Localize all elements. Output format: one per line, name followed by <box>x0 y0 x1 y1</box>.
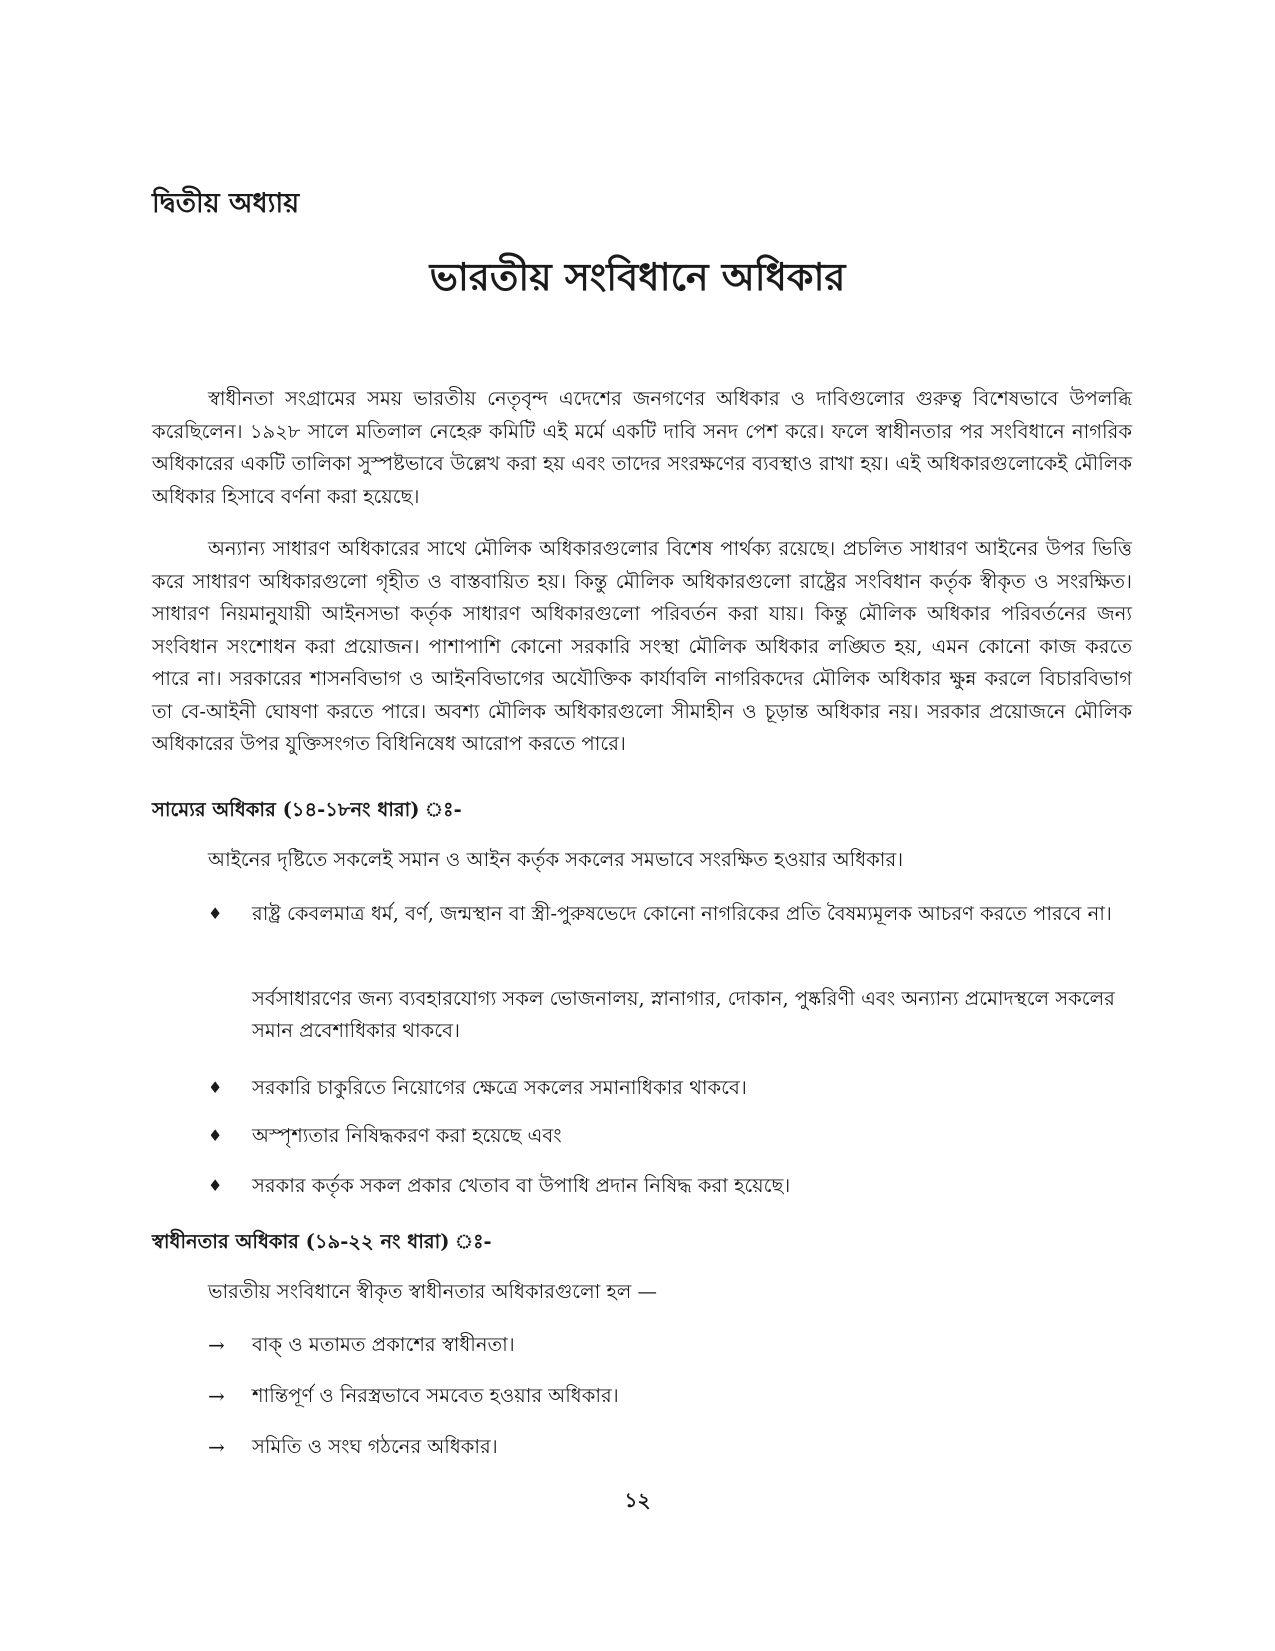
chapter-label: দ্বিতীয় অধ্যায় <box>152 188 300 219</box>
diamond-bullet-icon: ♦ <box>208 904 223 923</box>
differences-paragraph: অন্যান্য সাধারণ অধিকারের সাথে মৌলিক অধিকারগুলোর বিশেষ পার্থক্য রয়েছে। প্রচলিত সাধারণ আইনের উপর ভিত্তি করে সাধারণ অধিকারগুলো গৃহীত ও বাস্তবায়িত হয়। কিন্তু মৌলিক অধিকারগুলো রাষ্ট্রের সংবিধান কর্তৃক স্বীকৃত ও সংরক্ষিত। সাধারণ নিয়মানুযায়ী আইনসভা কর্তৃক সাধারণ অধিকারগুলো পরিবর্তন করা যায়। কিন্তু মৌলিক অধিকার পরিবর্তনের জন্য সংবিধান সংশোধন করা প্রয়োজন। পাশাপাশি কোনো সরকারি সংস্থা মৌলিক অধিকার লঙ্ঘিত হয়, এমন কোনো কাজ করতে পারে না। সরকারের শাসনবিভাগ ও আইনবিভাগের অযৌক্তিক কার্যাবলি নাগরিকদের মৌলিক অধিকার ক্ষুন্ন করলে বিচারবিভাগ তা বে-আইনী ঘোষণা করতে পারে। অবশ্য মৌলিক অধিকারগুলো সীমাহীন ও চূড়ান্ত অধিকার নয়। সরকার প্রয়োজনে মৌলিক অধিকারের উপর যুক্তিসংগত বিধিনিষেধ আরোপ করতে পারে। <box>152 537 1132 755</box>
equality-intro: আইনের দৃষ্টিতে সকলেই সমান ও আইন কর্তৃক সকলের সমভাবে সংরক্ষিত হওয়ার অধিকার। <box>208 848 904 871</box>
list-item-text: অস্পৃশ্যতার নিষিদ্ধকরণ করা হয়েছে এবং <box>252 1124 562 1147</box>
diamond-bullet-icon: ♦ <box>208 1176 223 1195</box>
list-item-text: সমিতি ও সংঘ গঠনের অধিকার। <box>252 1435 498 1458</box>
freedom-intro: ভারতীয় সংবিধানে স্বীকৃত স্বাধীনতার অধিকারগুলো হল — <box>208 1280 657 1303</box>
list-item-text: সরকার কর্তৃক সকল প্রকার খেতাব বা উপাধি প্রদান নিষিদ্ধ করা হয়েছে। <box>252 1174 791 1197</box>
freedom-section-heading: স্বাধীনতার অধিকার (১৯-২২ নং ধারা) ঃ- <box>152 1230 492 1253</box>
equality-section-heading: সাম্যের অধিকার (১৪-১৮নং ধারা) ঃ- <box>152 798 462 821</box>
diamond-bullet-icon: ♦ <box>208 1126 223 1145</box>
list-item-text: শান্তিপূর্ণ ও নিরস্ত্রভাবে সমবেত হওয়ার অধিকার। <box>252 1384 619 1407</box>
list-item-text: সরকারি চাকুরিতে নিয়োগের ক্ষেত্রে সকলের সমানাধিকার থাকবে। <box>252 1076 747 1099</box>
page-title: ভারতীয় সংবিধানে অধিকার <box>429 254 846 299</box>
page-number: ১২ <box>624 1488 651 1512</box>
right-arrow-icon: → <box>208 1384 225 1408</box>
list-item-text: রাষ্ট্র কেবলমাত্র ধর্ম, বর্ণ, জন্মস্থান বা স্ত্রী-পুরুষভেদে কোনো নাগরিকের প্রতি বৈষম্যমূলক আচরণ করতে পারবে না। <box>252 902 1112 925</box>
right-arrow-icon: → <box>208 1333 225 1357</box>
right-arrow-icon: → <box>208 1435 225 1459</box>
diamond-bullet-icon: ♦ <box>208 1078 223 1097</box>
list-item-sub-paragraph: সর্বসাধারণের জন্য ব্যবহারযোগ্য সকল ভোজনালয়, স্নানাগার, দোকান, পুষ্করিণী এবং অন্যান্য প্রমোদস্থলে সকলের সমান প্রবেশাধিকার থাকবে। <box>252 987 1115 1042</box>
intro-paragraph: স্বাধীনতা সংগ্রামের সময় ভারতীয় নেতৃবৃন্দ এদেশের জনগণের অধিকার ও দাবিগুলোর গুরুত্ব বিশেষভাবে উপলব্ধি করেছিলেন। ১৯২৮ সালে মতিলাল নেহেরু কমিটি এই মর্মে একটি দাবি সনদ পেশ করে। ফলে স্বাধীনতার পর সংবিধানে নাগরিক অধিকারের একটি তালিকা সুস্পষ্টভাবে উল্লেখ করা হয় এবং তাদের সংরক্ষণের ব্যবস্থাও রাখা হয়। এই অধিকারগুলোকেই মৌলিক অধিকার হিসাবে বর্ণনা করা হয়েছে। <box>152 387 1132 508</box>
list-item-text: বাক্ ও মতামত প্রকাশের স্বাধীনতা। <box>252 1333 515 1356</box>
list-item <box>208 898 1132 962</box>
